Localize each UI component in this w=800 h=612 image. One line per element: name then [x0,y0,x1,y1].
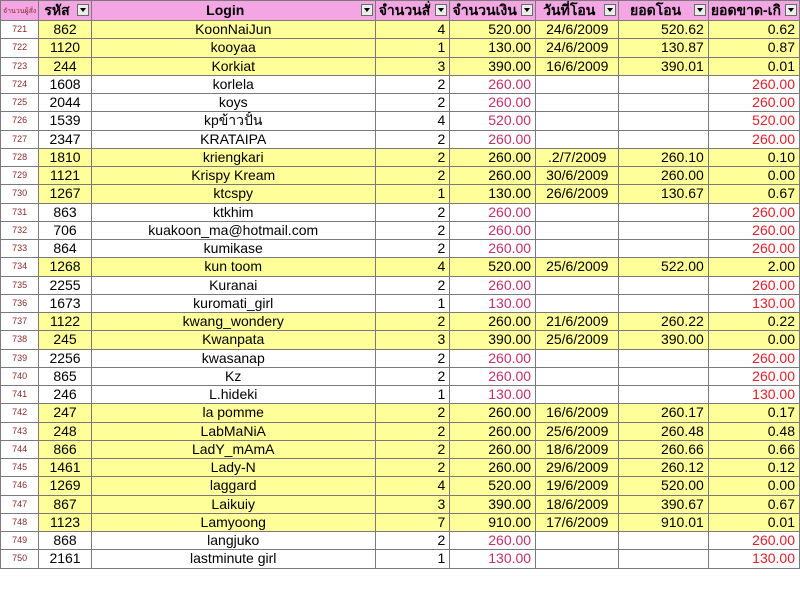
qty-cell[interactable]: 2 [375,313,450,331]
qty-cell[interactable]: 3 [375,331,450,349]
filter-dropdown-icon[interactable] [521,4,533,16]
date-cell[interactable]: 16/6/2009 [536,57,619,75]
diff-cell[interactable]: 260.00 [708,349,799,367]
code-cell[interactable]: 868 [39,532,91,550]
login-cell[interactable]: Lady-N [91,459,375,477]
login-cell[interactable]: Krispy Kream [91,167,375,185]
code-cell[interactable]: 862 [39,21,91,39]
row-number-cell[interactable]: 737 [1,313,39,331]
qty-cell[interactable]: 2 [375,532,450,550]
diff-cell[interactable]: 0.67 [708,495,799,513]
transfer-cell[interactable]: 390.67 [619,495,708,513]
amount-cell[interactable]: 260.00 [450,459,536,477]
qty-cell[interactable]: 1 [375,294,450,312]
header-transfer [619,1,708,21]
code-cell[interactable]: 2161 [39,550,91,568]
amount-cell[interactable]: 910.00 [450,513,536,531]
filter-dropdown-icon[interactable] [694,4,706,16]
date-cell[interactable] [536,221,619,239]
qty-cell[interactable]: 2 [375,75,450,93]
transfer-cell[interactable] [619,112,708,130]
amount-cell[interactable]: 130.00 [450,294,536,312]
table-row[interactable] [1,185,800,203]
row-number-cell[interactable]: 741 [1,386,39,404]
code-cell[interactable]: 1123 [39,513,91,531]
login-cell[interactable]: kuromati_girl [91,294,375,312]
amount-cell[interactable]: 130.00 [450,185,536,203]
transfer-cell[interactable] [619,367,708,385]
transfer-cell[interactable]: 260.00 [619,167,708,185]
row-number-cell[interactable]: 724 [1,75,39,93]
qty-cell[interactable]: 3 [375,495,450,513]
amount-cell[interactable]: 260.00 [450,422,536,440]
qty-cell[interactable]: 3 [375,57,450,75]
header-login [91,1,375,21]
row-number-cell[interactable]: 747 [1,495,39,513]
date-cell[interactable] [536,386,619,404]
code-cell[interactable]: 245 [39,331,91,349]
code-cell[interactable]: 1608 [39,75,91,93]
code-cell[interactable]: 1461 [39,459,91,477]
date-cell[interactable]: 21/6/2009 [536,313,619,331]
login-cell[interactable]: laggard [91,477,375,495]
amount-cell[interactable]: 260.00 [450,349,536,367]
amount-cell[interactable]: 130.00 [450,386,536,404]
amount-cell[interactable]: 260.00 [450,276,536,294]
header-date [536,1,619,21]
row-number-cell[interactable]: 723 [1,57,39,75]
date-cell[interactable] [536,276,619,294]
date-cell[interactable] [536,112,619,130]
diff-cell[interactable]: 0.00 [708,331,799,349]
login-cell[interactable]: ktkhim [91,203,375,221]
login-cell[interactable]: Korkiat [91,57,375,75]
diff-cell[interactable]: 2.00 [708,258,799,276]
amount-cell[interactable]: 260.00 [450,221,536,239]
date-cell[interactable]: 25/6/2009 [536,422,619,440]
code-cell[interactable]: 2256 [39,349,91,367]
row-number-cell[interactable]: 721 [1,21,39,39]
login-cell[interactable]: KRATAIPA [91,130,375,148]
table-row[interactable] [1,221,800,239]
qty-cell[interactable]: 2 [375,94,450,112]
row-number-cell[interactable]: 743 [1,422,39,440]
date-cell[interactable] [536,294,619,312]
transfer-cell[interactable] [619,221,708,239]
amount-cell[interactable]: 260.00 [450,203,536,221]
amount-cell[interactable]: 260.00 [450,240,536,258]
transfer-cell[interactable] [619,349,708,367]
header-row [1,1,800,21]
qty-cell[interactable]: 4 [375,21,450,39]
qty-cell[interactable]: 4 [375,112,450,130]
table-row[interactable] [1,331,800,349]
diff-cell[interactable]: 260.00 [708,221,799,239]
login-cell[interactable]: ktcspy [91,185,375,203]
transfer-cell[interactable]: 520.62 [619,21,708,39]
header-login-label: Login [206,2,245,18]
amount-cell[interactable]: 260.00 [450,94,536,112]
transfer-cell[interactable]: 260.48 [619,422,708,440]
date-cell[interactable]: 24/6/2009 [536,39,619,57]
row-number-cell[interactable]: 732 [1,221,39,239]
login-cell[interactable]: kuakoon_ma@hotmail.com [91,221,375,239]
date-cell[interactable]: 16/6/2009 [536,404,619,422]
login-cell[interactable]: LabMaNiA [91,422,375,440]
diff-cell[interactable]: 0.00 [708,477,799,495]
header-diff [708,1,799,21]
table-row[interactable] [1,440,800,458]
transfer-cell[interactable] [619,94,708,112]
date-cell[interactable] [536,203,619,221]
code-cell[interactable]: 1673 [39,294,91,312]
diff-cell[interactable]: 0.17 [708,404,799,422]
qty-cell[interactable]: 4 [375,477,450,495]
table-row[interactable] [1,167,800,185]
amount-cell[interactable]: 260.00 [450,313,536,331]
table-row[interactable] [1,477,800,495]
date-cell[interactable]: 18/6/2009 [536,495,619,513]
row-number-cell[interactable]: 728 [1,148,39,166]
amount-cell[interactable]: 520.00 [450,258,536,276]
diff-cell[interactable]: 260.00 [708,367,799,385]
amount-cell[interactable]: 260.00 [450,75,536,93]
qty-cell[interactable]: 1 [375,185,450,203]
diff-cell[interactable]: 260.00 [708,75,799,93]
row-number-cell[interactable]: 731 [1,203,39,221]
transfer-cell[interactable]: 130.67 [619,185,708,203]
transfer-cell[interactable]: 522.00 [619,258,708,276]
header-diff-label: ยอดขาด-เกิ [710,2,781,18]
transfer-cell[interactable]: 520.00 [619,477,708,495]
transfer-cell[interactable] [619,386,708,404]
amount-cell[interactable]: 390.00 [450,57,536,75]
qty-cell[interactable]: 2 [375,422,450,440]
code-cell[interactable]: 1120 [39,39,91,57]
qty-cell[interactable]: 2 [375,167,450,185]
filter-dropdown-icon[interactable] [435,4,447,16]
date-cell[interactable] [536,550,619,568]
code-cell[interactable]: 2347 [39,130,91,148]
diff-cell[interactable]: 260.00 [708,276,799,294]
table-row[interactable] [1,21,800,39]
diff-cell[interactable]: 520.00 [708,112,799,130]
login-cell[interactable]: la pomme [91,404,375,422]
diff-cell[interactable]: 0.01 [708,57,799,75]
row-number-cell[interactable]: 744 [1,440,39,458]
login-cell[interactable]: lastminute girl [91,550,375,568]
code-cell[interactable]: 1122 [39,313,91,331]
date-cell[interactable]: 17/6/2009 [536,513,619,531]
diff-cell[interactable]: 260.00 [708,94,799,112]
amount-cell[interactable]: 260.00 [450,404,536,422]
row-number-cell[interactable]: 746 [1,477,39,495]
table-row[interactable] [1,94,800,112]
amount-cell[interactable]: 130.00 [450,550,536,568]
login-cell[interactable]: kriengkari [91,148,375,166]
table-row[interactable] [1,294,800,312]
diff-cell[interactable]: 260.00 [708,532,799,550]
code-cell[interactable]: 706 [39,221,91,239]
login-cell[interactable]: kwasanap [91,349,375,367]
code-cell[interactable]: 2255 [39,276,91,294]
login-cell[interactable]: kwang_wondery [91,313,375,331]
diff-cell[interactable]: 0.67 [708,185,799,203]
code-cell[interactable]: 244 [39,57,91,75]
amount-cell[interactable]: 260.00 [450,440,536,458]
row-number-cell[interactable]: 739 [1,349,39,367]
login-cell[interactable]: kooyaa [91,39,375,57]
row-number-cell[interactable]: 748 [1,513,39,531]
transfer-cell[interactable]: 130.87 [619,39,708,57]
transfer-cell[interactable]: 910.01 [619,513,708,531]
date-cell[interactable] [536,75,619,93]
code-cell[interactable]: 865 [39,367,91,385]
date-cell[interactable]: 24/6/2009 [536,21,619,39]
code-cell[interactable]: 1269 [39,477,91,495]
table-row[interactable] [1,495,800,513]
diff-cell[interactable]: 0.01 [708,513,799,531]
code-cell[interactable]: 247 [39,404,91,422]
qty-cell[interactable]: 2 [375,221,450,239]
row-number-cell[interactable]: 734 [1,258,39,276]
qty-cell[interactable]: 4 [375,258,450,276]
date-cell[interactable]: 18/6/2009 [536,440,619,458]
code-cell[interactable]: 1810 [39,148,91,166]
login-cell[interactable]: Kz [91,367,375,385]
table-row[interactable] [1,75,800,93]
header-row-number-label: จำนวนผู้สั่ง [3,7,37,15]
row-number-cell[interactable]: 729 [1,167,39,185]
qty-cell[interactable]: 7 [375,513,450,531]
diff-cell[interactable]: 0.48 [708,422,799,440]
qty-cell[interactable]: 2 [375,148,450,166]
amount-cell[interactable]: 390.00 [450,495,536,513]
filter-dropdown-icon[interactable] [604,4,616,16]
qty-cell[interactable]: 2 [375,130,450,148]
amount-cell[interactable]: 520.00 [450,21,536,39]
qty-cell[interactable]: 2 [375,459,450,477]
amount-cell[interactable]: 390.00 [450,331,536,349]
qty-cell[interactable]: 2 [375,349,450,367]
date-cell[interactable] [536,130,619,148]
transfer-cell[interactable] [619,294,708,312]
login-cell[interactable]: Laikuiy [91,495,375,513]
table-row[interactable] [1,404,800,422]
amount-cell[interactable]: 260.00 [450,167,536,185]
date-cell[interactable]: 25/6/2009 [536,258,619,276]
login-cell[interactable]: Kuranai [91,276,375,294]
login-cell[interactable]: Lamyoong [91,513,375,531]
diff-cell[interactable]: 130.00 [708,550,799,568]
table-row[interactable] [1,513,800,531]
table-row[interactable] [1,349,800,367]
login-cell[interactable]: KoonNaiJun [91,21,375,39]
diff-cell[interactable]: 260.00 [708,240,799,258]
amount-cell[interactable]: 520.00 [450,477,536,495]
filter-dropdown-icon[interactable] [785,4,797,16]
diff-cell[interactable]: 0.10 [708,148,799,166]
login-cell[interactable]: koys [91,94,375,112]
amount-cell[interactable]: 260.00 [450,148,536,166]
filter-dropdown-icon[interactable] [361,4,373,16]
header-amount-label: จำนวนเงิน [452,2,517,18]
row-number-cell[interactable]: 742 [1,404,39,422]
date-cell[interactable] [536,94,619,112]
header-qty-label: จำนวนสั่ [378,2,431,18]
code-cell[interactable]: 867 [39,495,91,513]
transfer-cell[interactable]: 260.10 [619,148,708,166]
date-cell[interactable]: 30/6/2009 [536,167,619,185]
date-cell[interactable] [536,240,619,258]
diff-cell[interactable]: 0.66 [708,440,799,458]
row-number-cell[interactable]: 727 [1,130,39,148]
code-cell[interactable]: 866 [39,440,91,458]
amount-cell[interactable]: 520.00 [450,112,536,130]
code-cell[interactable]: 1268 [39,258,91,276]
table-row[interactable] [1,240,800,258]
table-row[interactable] [1,386,800,404]
code-cell[interactable]: 1121 [39,167,91,185]
row-number-cell[interactable]: 736 [1,294,39,312]
diff-cell[interactable]: 260.00 [708,130,799,148]
date-cell[interactable]: 25/6/2009 [536,331,619,349]
row-number-cell[interactable]: 740 [1,367,39,385]
code-cell[interactable]: 863 [39,203,91,221]
row-number-cell[interactable]: 750 [1,550,39,568]
row-number-cell[interactable]: 733 [1,240,39,258]
transfer-cell[interactable] [619,550,708,568]
row-number-cell[interactable]: 745 [1,459,39,477]
qty-cell[interactable]: 2 [375,276,450,294]
login-cell[interactable]: LadY_mAmA [91,440,375,458]
diff-cell[interactable]: 0.00 [708,167,799,185]
header-date-label: วันที่โอน [543,2,596,18]
header-transfer-label: ยอดโอน [630,2,682,18]
row-number-cell[interactable]: 730 [1,185,39,203]
transfer-cell[interactable] [619,532,708,550]
header-code-label: รหัส [44,2,70,18]
diff-cell[interactable]: 130.00 [708,386,799,404]
table-row[interactable] [1,39,800,57]
transfer-cell[interactable]: 260.12 [619,459,708,477]
date-cell[interactable] [536,349,619,367]
table-row[interactable] [1,112,800,130]
date-cell[interactable]: 29/6/2009 [536,459,619,477]
amount-cell[interactable]: 260.00 [450,130,536,148]
login-cell[interactable]: kpข้าวปั้น [91,112,375,130]
date-cell[interactable]: .2/7/2009 [536,148,619,166]
transfer-cell[interactable] [619,276,708,294]
code-cell[interactable]: 2044 [39,94,91,112]
table-row[interactable] [1,459,800,477]
header-row-number [1,1,39,21]
amount-cell[interactable]: 260.00 [450,367,536,385]
login-cell[interactable]: kun toom [91,258,375,276]
diff-cell[interactable]: 0.87 [708,39,799,57]
qty-cell[interactable]: 1 [375,386,450,404]
code-cell[interactable]: 1539 [39,112,91,130]
diff-cell[interactable]: 130.00 [708,294,799,312]
table-row[interactable] [1,367,800,385]
transfer-cell[interactable] [619,203,708,221]
transfer-cell[interactable]: 390.01 [619,57,708,75]
date-cell[interactable] [536,532,619,550]
qty-cell[interactable]: 2 [375,367,450,385]
row-number-cell[interactable]: 726 [1,112,39,130]
table-row[interactable] [1,130,800,148]
transfer-cell[interactable] [619,240,708,258]
header-code [39,1,91,21]
table-row[interactable] [1,550,800,568]
table-row[interactable] [1,532,800,550]
qty-cell[interactable]: 2 [375,203,450,221]
table-row[interactable] [1,313,800,331]
table-row[interactable] [1,148,800,166]
qty-cell[interactable]: 1 [375,550,450,568]
diff-cell[interactable]: 0.62 [708,21,799,39]
qty-cell[interactable]: 1 [375,39,450,57]
qty-cell[interactable]: 2 [375,404,450,422]
table-row[interactable] [1,57,800,75]
date-cell[interactable] [536,367,619,385]
date-cell[interactable]: 19/6/2009 [536,477,619,495]
header-amount [450,1,536,21]
amount-cell[interactable]: 260.00 [450,532,536,550]
diff-cell[interactable]: 0.22 [708,313,799,331]
transfer-cell[interactable]: 390.00 [619,331,708,349]
amount-cell[interactable]: 130.00 [450,39,536,57]
code-cell[interactable]: 864 [39,240,91,258]
transfer-cell[interactable]: 260.66 [619,440,708,458]
table-row[interactable] [1,422,800,440]
diff-cell[interactable]: 260.00 [708,203,799,221]
login-cell[interactable]: Kwanpata [91,331,375,349]
transfer-cell[interactable]: 260.22 [619,313,708,331]
row-number-cell[interactable]: 725 [1,94,39,112]
login-cell[interactable]: kumikase [91,240,375,258]
transfer-cell[interactable] [619,75,708,93]
code-cell[interactable]: 246 [39,386,91,404]
qty-cell[interactable]: 2 [375,440,450,458]
transfer-cell[interactable] [619,130,708,148]
row-number-cell[interactable]: 749 [1,532,39,550]
filter-dropdown-icon[interactable] [77,4,89,16]
row-number-cell[interactable]: 738 [1,331,39,349]
table-row[interactable] [1,276,800,294]
qty-cell[interactable]: 2 [375,240,450,258]
transfer-cell[interactable]: 260.17 [619,404,708,422]
diff-cell[interactable]: 0.12 [708,459,799,477]
header-qty [375,1,450,21]
code-cell[interactable]: 248 [39,422,91,440]
row-number-cell[interactable]: 735 [1,276,39,294]
table-row[interactable] [1,258,800,276]
table-row[interactable] [1,203,800,221]
date-cell[interactable]: 26/6/2009 [536,185,619,203]
login-cell[interactable]: korlela [91,75,375,93]
login-cell[interactable]: L.hideki [91,386,375,404]
code-cell[interactable]: 1267 [39,185,91,203]
login-cell[interactable]: langjuko [91,532,375,550]
row-number-cell[interactable]: 722 [1,39,39,57]
